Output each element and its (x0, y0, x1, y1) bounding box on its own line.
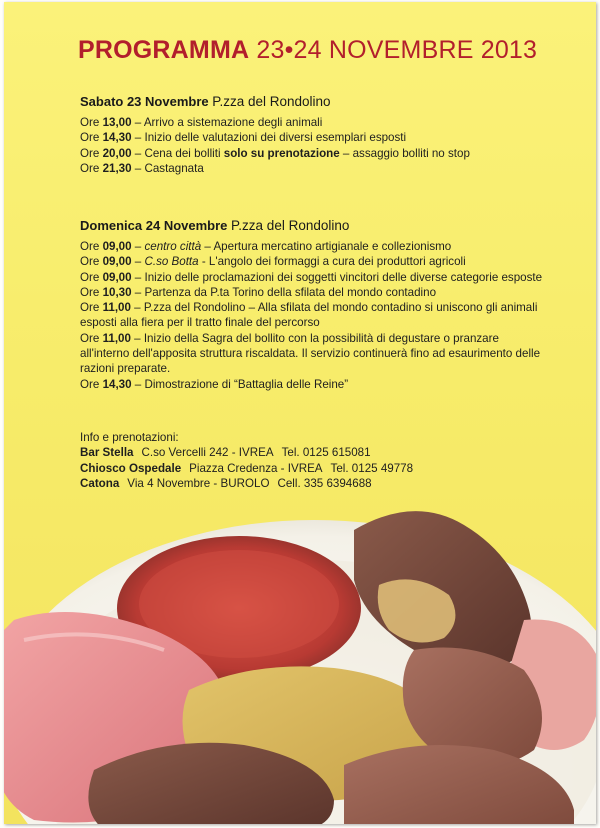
time: 20,00 (102, 146, 132, 160)
description: – Apertura mercatino artigianale e collezionismo (201, 240, 452, 253)
contact-address: Piazza Credenza - IVREA (189, 461, 323, 475)
time-prefix: Ore (80, 146, 103, 160)
poster (4, 2, 596, 824)
description: - L'angolo dei formaggi a cura dei produttori agricoli (198, 255, 466, 269)
contact-phone: Cell. 335 6394688 (277, 476, 372, 490)
program-title (78, 36, 537, 65)
schedule-item (80, 146, 550, 161)
description: – Inizio delle proclamazioni dei soggetti vincitori delle diverse categorie esposte (131, 270, 543, 284)
program-label: PROGRAMMA (78, 36, 250, 64)
time: 09,00 (102, 240, 132, 253)
schedule-item (80, 377, 550, 392)
contact-name: Bar Stella (80, 446, 134, 460)
contact-address: C.so Vercelli 242 - IVREA (141, 446, 274, 460)
time: 13,00 (102, 116, 132, 129)
schedule-item (80, 270, 550, 285)
schedule-item (80, 239, 550, 254)
contact-phone: Tel. 0125 49778 (330, 461, 414, 475)
description: – Cena dei bolliti (131, 146, 224, 160)
time: 11,00 (102, 331, 131, 345)
description-after: – assaggio bolliti no stop (339, 146, 470, 160)
program-dates: 23•24 NOVEMBRE 2013 (256, 36, 538, 64)
description: – Arrivo a sistemazione degli animali (131, 116, 323, 129)
contacts-list (80, 445, 413, 491)
time-prefix: Ore (80, 285, 103, 299)
time-prefix: Ore (80, 161, 103, 175)
location: C.so Botta (144, 255, 199, 269)
schedule-item (80, 130, 550, 145)
info-section (80, 430, 413, 491)
time: 11,00 (102, 301, 131, 315)
sunday-place: P.zza del Rondolino (231, 218, 350, 233)
contact-name: Chiosco Ospedale (80, 461, 182, 475)
schedule-item (80, 331, 550, 377)
time: 21,30 (102, 161, 132, 175)
time: 14,30 (102, 131, 132, 145)
time-prefix: Ore (80, 301, 103, 315)
description: – Inizio delle valutazioni dei diversi esemplari esposti (131, 131, 407, 145)
saturday-day: Sabato 23 Novembre (80, 94, 209, 109)
emphasis: solo su prenotazione (223, 146, 340, 160)
description: – Dimostrazione di “Battaglia delle Reine” (131, 377, 349, 391)
description: – P.zza del Rondolino – Alla sfilata del mondo contadino si uniscono gli animali esposti alla fiera per il tratto finale del percorso (80, 301, 538, 330)
time-prefix: Ore (80, 116, 103, 129)
schedule-item (80, 161, 550, 176)
saturday-place: P.zza del Rondolino (212, 94, 331, 109)
description: – Castagnata (131, 161, 204, 175)
time-prefix: Ore (80, 331, 103, 345)
sunday-day: Domenica 24 Novembre (80, 218, 228, 233)
schedule-item (80, 254, 550, 269)
sunday-schedule (80, 239, 550, 392)
contact-phone: Tel. 0125 615081 (281, 446, 371, 460)
contact-row (80, 476, 413, 491)
separator: – (131, 255, 145, 269)
time: 10,30 (102, 285, 132, 299)
contact-row (80, 461, 413, 476)
schedule-item (80, 300, 550, 331)
saturday-heading (80, 94, 331, 109)
contact-address: Via 4 Novembre - BUROLO (127, 476, 270, 490)
contact-row (80, 445, 413, 460)
description: – Inizio della Sagra del bollito con la possibilità di degustare o pranzare all'interno dell'apposita struttura riscaldata. Il servizio continuerà fino ad esaurimento delle razioni preparate. (80, 331, 541, 376)
description: – Partenza da P.ta Torino della sfilata del mondo contadino (131, 285, 437, 299)
time-prefix: Ore (80, 255, 103, 269)
contact-name: Catona (80, 476, 120, 490)
time: 09,00 (102, 270, 132, 284)
time: 09,00 (102, 255, 132, 269)
bollito-plate-photo (4, 500, 596, 824)
time: 14,30 (102, 377, 132, 391)
schedule-item (80, 115, 550, 130)
location: centro città (144, 240, 202, 253)
time-prefix: Ore (80, 240, 103, 253)
time-prefix: Ore (80, 131, 103, 145)
schedule-item (80, 285, 550, 300)
separator: – (131, 240, 145, 253)
sunday-heading (80, 218, 349, 233)
time-prefix: Ore (80, 377, 103, 391)
info-heading: Info e prenotazioni: (80, 431, 179, 444)
time-prefix: Ore (80, 270, 103, 284)
saturday-schedule (80, 115, 550, 176)
